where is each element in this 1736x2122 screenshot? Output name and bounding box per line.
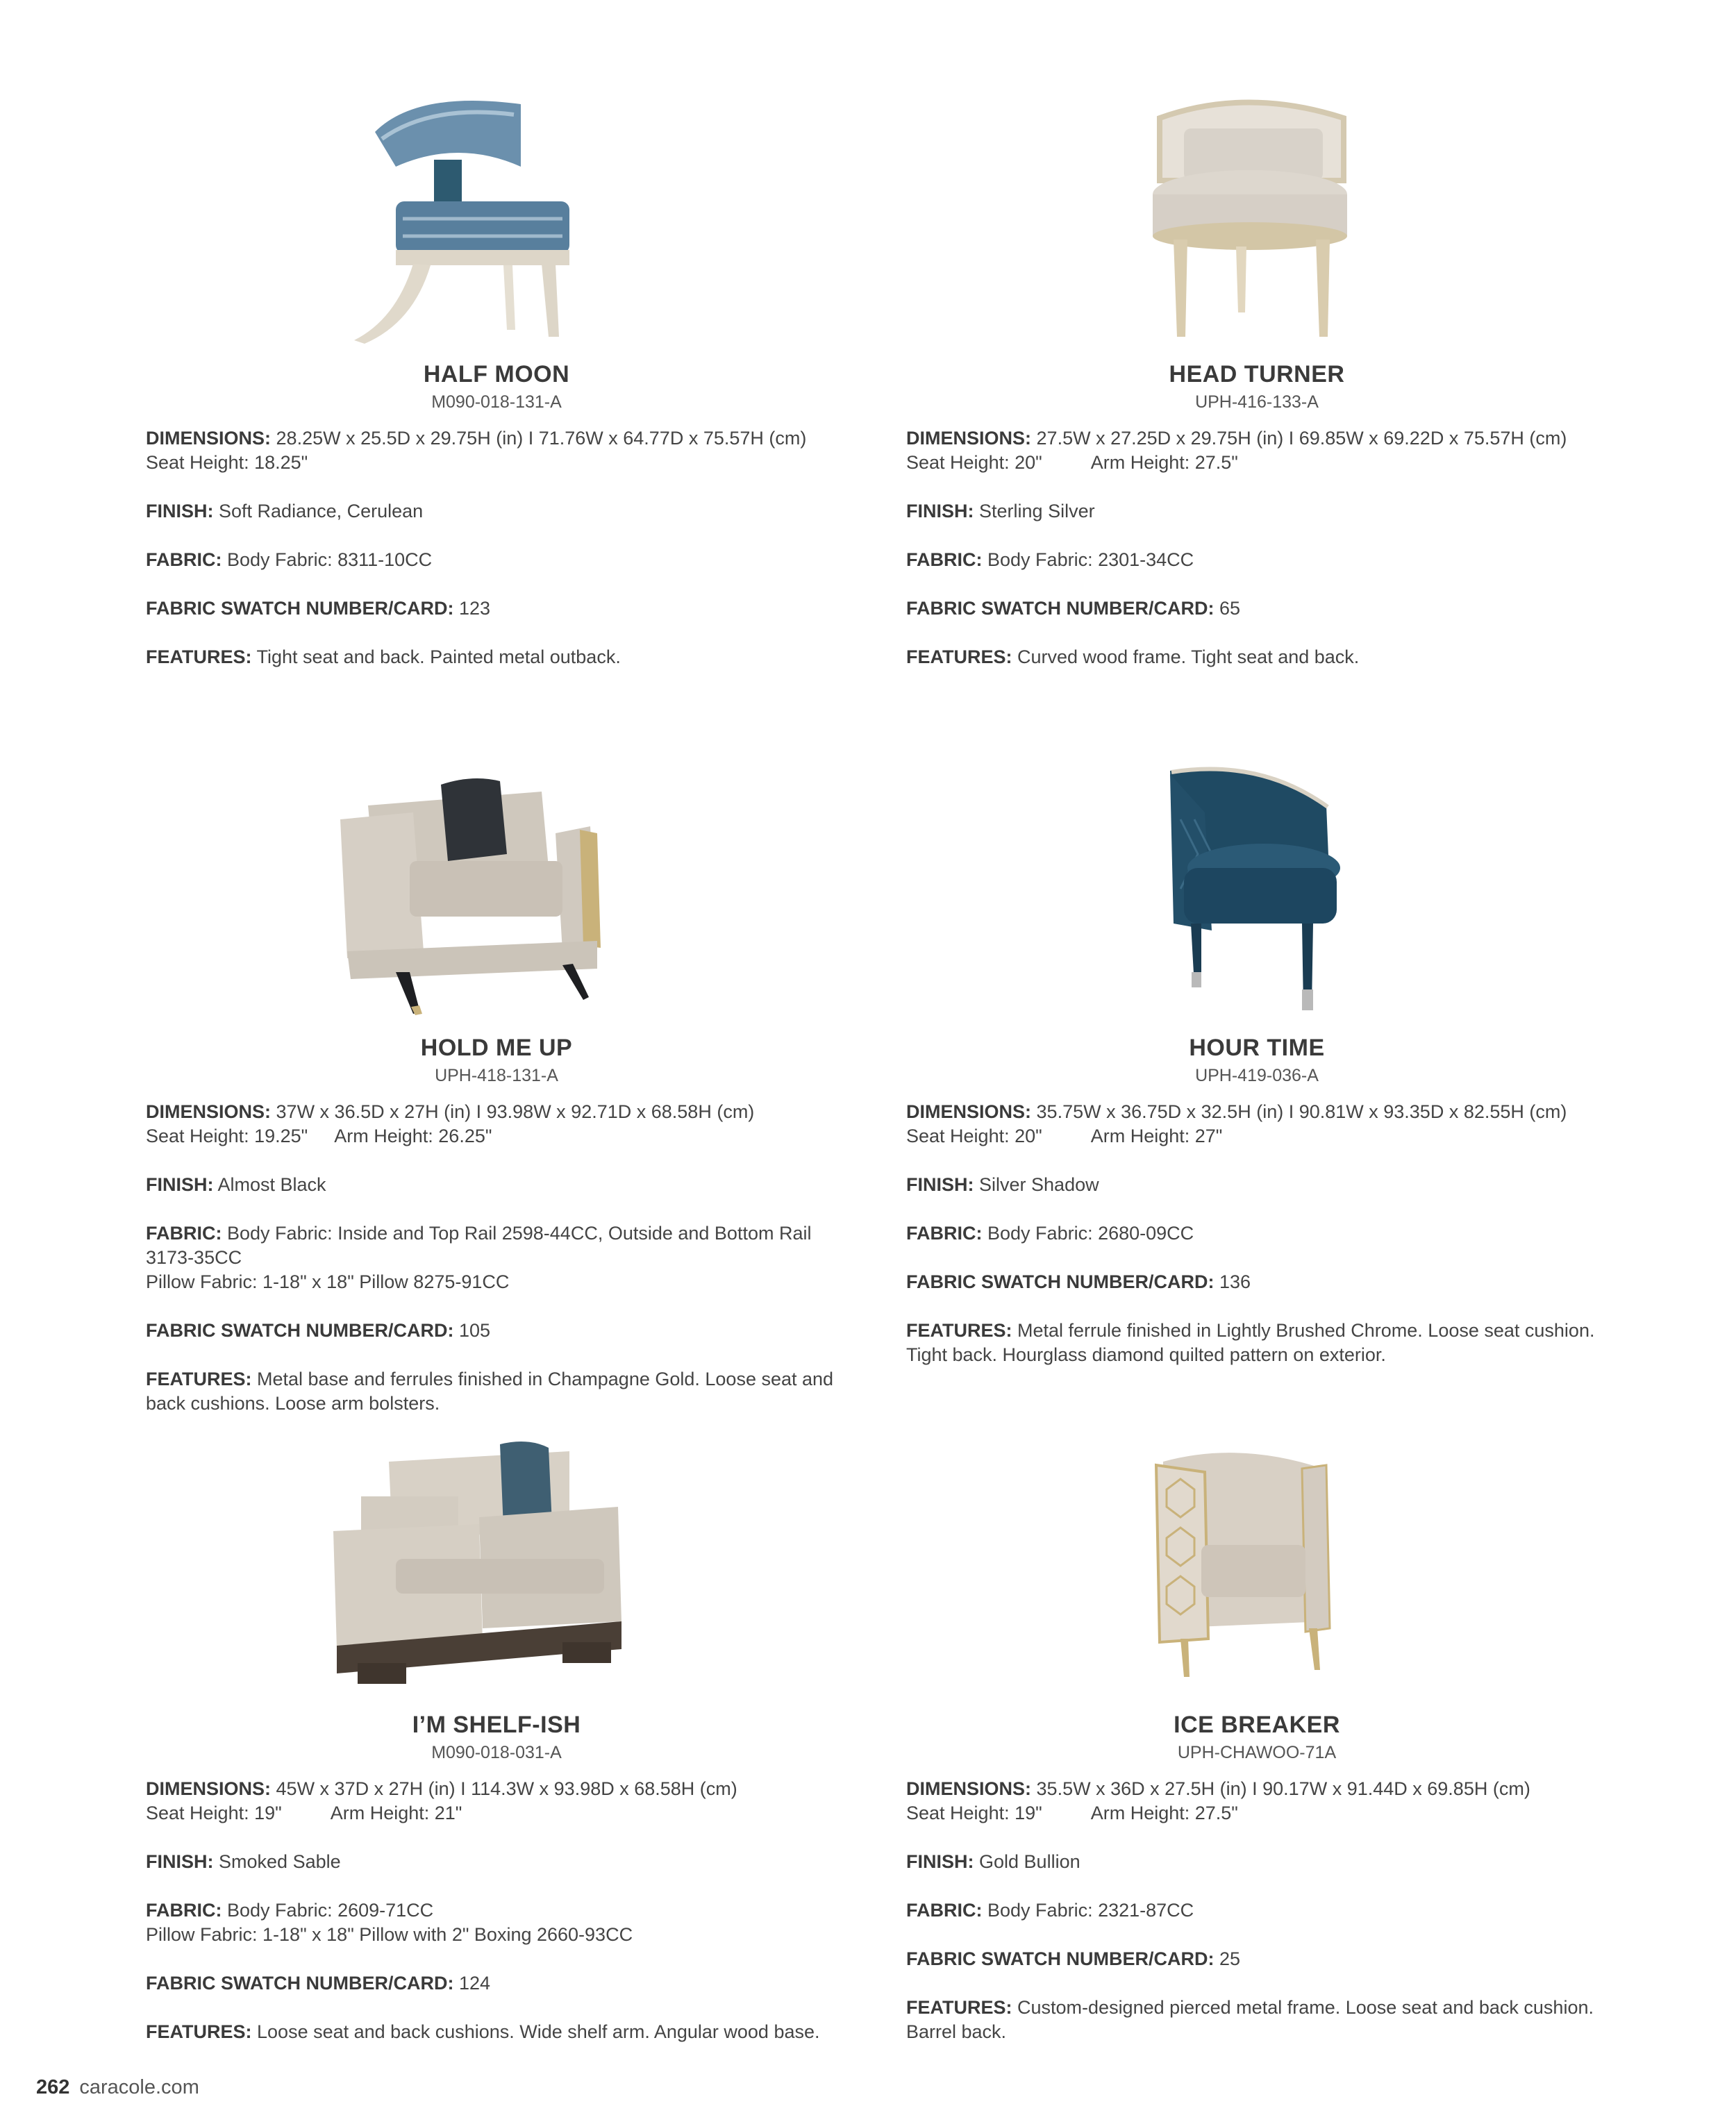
features-value: Curved wood frame. Tight seat and back. — [1017, 646, 1360, 667]
product-half-moon — [146, 90, 847, 694]
swatch-value: 25 — [1219, 1948, 1241, 1969]
dimensions-value: 35.5W x 36D x 27.5H (in) I 90.17W x 91.44D x 69.85H (cm) — [1036, 1778, 1530, 1799]
product-sku: UPH-419-036-A — [1195, 1066, 1319, 1085]
fabric-value: Body Fabric: 8311-10CC — [227, 549, 433, 570]
fabric-block — [146, 1221, 847, 1294]
product-name: HOLD ME UP — [420, 1035, 573, 1061]
dimensions-label: DIMENSIONS: — [146, 1101, 272, 1122]
swatch-label: FABRIC SWATCH NUMBER/CARD: — [906, 598, 1215, 619]
features-block — [906, 645, 1608, 669]
features-value: Metal base and ferrules finished in Champagne Gold. Loose seat and back cushions. Loose arm bolsters. — [146, 1369, 834, 1414]
hold-me-up-chair-image — [292, 764, 681, 1021]
site-url[interactable]: caracole.com — [79, 2076, 199, 2098]
fabric-label: FABRIC: — [146, 549, 222, 570]
swatch-value: 124 — [459, 1973, 491, 1994]
features-block — [906, 1996, 1608, 2044]
fabric-label: FABRIC: — [146, 1900, 222, 1921]
arm-height: Arm Height: 21" — [330, 1803, 462, 1823]
dimensions-label: DIMENSIONS: — [906, 428, 1032, 449]
product-hold-me-up — [146, 764, 847, 1440]
finish-value: Gold Bullion — [979, 1851, 1080, 1872]
product-ice-breaker — [906, 1441, 1608, 2069]
seat-height: Seat Height: 19" — [906, 1803, 1042, 1823]
dimensions-block — [146, 1100, 847, 1148]
product-sku: UPH-CHAWOO-71A — [1177, 1743, 1337, 1762]
finish-value: Soft Radiance, Cerulean — [219, 501, 424, 521]
finish-label: FINISH: — [146, 1174, 214, 1195]
dimensions-label: DIMENSIONS: — [906, 1778, 1032, 1799]
swatch-block — [906, 1947, 1608, 1971]
product-name: HALF MOON — [423, 361, 570, 387]
product-sku: M090-018-131-A — [431, 392, 562, 412]
features-value: Loose seat and back cushions. Wide shelf arm. Angular wood base. — [257, 2021, 820, 2042]
features-label: FEATURES: — [146, 646, 252, 667]
dimensions-value: 37W x 36.5D x 27H (in) I 93.98W x 92.71D x 68.58H (cm) — [276, 1101, 755, 1122]
swatch-label: FABRIC SWATCH NUMBER/CARD: — [906, 1948, 1215, 1969]
finish-block — [146, 1850, 847, 1874]
dimensions-block — [906, 1100, 1608, 1148]
fabric-value: Body Fabric: 2609-71CC — [227, 1900, 434, 1921]
finish-block — [906, 1173, 1608, 1197]
swatch-value: 65 — [1219, 598, 1241, 619]
fabric-block — [146, 1898, 847, 1947]
dimensions-label: DIMENSIONS: — [906, 1101, 1032, 1122]
product-name: HEAD TURNER — [1169, 361, 1345, 387]
seat-height: Seat Height: 19" — [146, 1803, 282, 1823]
fabric-block — [146, 548, 847, 572]
finish-label: FINISH: — [906, 1174, 974, 1195]
finish-label: FINISH: — [906, 501, 974, 521]
finish-value: Smoked Sable — [219, 1851, 341, 1872]
page-footer — [36, 2076, 199, 2099]
fabric-label: FABRIC: — [906, 1900, 983, 1921]
dimensions-value: 27.5W x 27.25D x 29.75H (in) I 69.85W x 69.22D x 75.57H (cm) — [1036, 428, 1567, 449]
ice-breaker-chair-image — [1052, 1441, 1441, 1698]
im-shelf-ish-chair-image — [292, 1441, 681, 1698]
pillow-fabric-value: Pillow Fabric: 1-18" x 18" Pillow with 2" Boxing 2660-93CC — [146, 1924, 633, 1945]
head-turner-chair-image — [1052, 90, 1441, 347]
finish-label: FINISH: — [146, 501, 214, 521]
dimensions-value: 28.25W x 25.5D x 29.75H (in) I 71.76W x 64.77D x 75.57H (cm) — [276, 428, 807, 449]
product-name: ICE BREAKER — [1174, 1712, 1340, 1738]
swatch-block — [146, 596, 847, 621]
swatch-label: FABRIC SWATCH NUMBER/CARD: — [146, 1320, 454, 1341]
features-value: Metal ferrule finished in Lightly Brushed Chrome. Loose seat cushion. Tight back. Hourglass diamond quilted pattern on exterior. — [906, 1320, 1595, 1365]
fabric-block — [906, 548, 1608, 572]
swatch-label: FABRIC SWATCH NUMBER/CARD: — [906, 1271, 1215, 1292]
half-moon-chair-image — [292, 90, 681, 347]
arm-height: Arm Height: 27.5" — [1090, 452, 1238, 473]
dimensions-label: DIMENSIONS: — [146, 1778, 272, 1799]
dimensions-value: 45W x 37D x 27H (in) I 114.3W x 93.98D x 68.58H (cm) — [276, 1778, 737, 1799]
features-block — [906, 1319, 1608, 1367]
product-sku: M090-018-031-A — [431, 1743, 562, 1762]
finish-value: Almost Black — [217, 1174, 326, 1195]
fabric-block — [906, 1898, 1608, 1923]
dimensions-block — [906, 426, 1608, 475]
swatch-block — [146, 1319, 847, 1343]
features-block — [146, 2020, 847, 2044]
seat-height: Seat Height: 20" — [906, 1126, 1042, 1146]
features-label: FEATURES: — [906, 1997, 1012, 2018]
finish-value: Sterling Silver — [979, 501, 1095, 521]
product-sku: UPH-416-133-A — [1195, 392, 1319, 412]
swatch-label: FABRIC SWATCH NUMBER/CARD: — [146, 1973, 454, 1994]
pillow-fabric-value: Pillow Fabric: 1-18" x 18" Pillow 8275-91CC — [146, 1271, 510, 1292]
swatch-value: 105 — [459, 1320, 491, 1341]
dimensions-value: 35.75W x 36.75D x 32.5H (in) I 90.81W x 93.35D x 82.55H (cm) — [1036, 1101, 1567, 1122]
finish-label: FINISH: — [146, 1851, 214, 1872]
swatch-value: 136 — [1219, 1271, 1251, 1292]
finish-block — [146, 499, 847, 524]
arm-height: Arm Height: 27" — [1090, 1126, 1223, 1146]
seat-height: Seat Height: 19.25" — [146, 1126, 308, 1146]
features-label: FEATURES: — [146, 1369, 252, 1389]
fabric-value: Body Fabric: 2301-34CC — [987, 549, 1194, 570]
seat-height: Seat Height: 18.25" — [146, 452, 308, 473]
fabric-label: FABRIC: — [906, 1223, 983, 1244]
fabric-block — [906, 1221, 1608, 1246]
swatch-value: 123 — [459, 598, 491, 619]
features-value: Tight seat and back. Painted metal outback. — [256, 646, 621, 667]
features-label: FEATURES: — [146, 2021, 252, 2042]
seat-height: Seat Height: 20" — [906, 452, 1042, 473]
finish-block — [906, 1850, 1608, 1874]
finish-block — [906, 499, 1608, 524]
hour-time-chair-image — [1052, 764, 1441, 1021]
arm-height: Arm Height: 26.25" — [334, 1126, 492, 1146]
finish-value: Silver Shadow — [979, 1174, 1099, 1195]
features-block — [146, 645, 847, 669]
product-name: I’M SHELF-ISH — [412, 1712, 581, 1738]
swatch-block — [906, 1270, 1608, 1294]
finish-block — [146, 1173, 847, 1197]
swatch-block — [906, 596, 1608, 621]
dimensions-label: DIMENSIONS: — [146, 428, 272, 449]
finish-label: FINISH: — [906, 1851, 974, 1872]
fabric-label: FABRIC: — [906, 549, 983, 570]
features-block — [146, 1367, 847, 1416]
fabric-value: Body Fabric: Inside and Top Rail 2598-44CC, Outside and Bottom Rail 3173-35CC — [146, 1223, 812, 1268]
features-value: Custom-designed pierced metal frame. Loose seat and back cushion. Barrel back. — [906, 1997, 1594, 2042]
dimensions-block — [146, 426, 847, 475]
page-number: 262 — [36, 2076, 70, 2098]
product-im-shelf-ish — [146, 1441, 847, 2069]
swatch-label: FABRIC SWATCH NUMBER/CARD: — [146, 598, 454, 619]
product-hour-time — [906, 764, 1608, 1392]
fabric-value: Body Fabric: 2321-87CC — [987, 1900, 1194, 1921]
features-label: FEATURES: — [906, 1320, 1012, 1341]
product-sku: UPH-418-131-A — [435, 1066, 558, 1085]
product-head-turner — [906, 90, 1608, 694]
arm-height: Arm Height: 27.5" — [1090, 1803, 1238, 1823]
dimensions-block — [906, 1777, 1608, 1826]
fabric-value: Body Fabric: 2680-09CC — [987, 1223, 1194, 1244]
swatch-block — [146, 1971, 847, 1996]
dimensions-block — [146, 1777, 847, 1826]
features-label: FEATURES: — [906, 646, 1012, 667]
fabric-label: FABRIC: — [146, 1223, 222, 1244]
product-name: HOUR TIME — [1189, 1035, 1325, 1061]
